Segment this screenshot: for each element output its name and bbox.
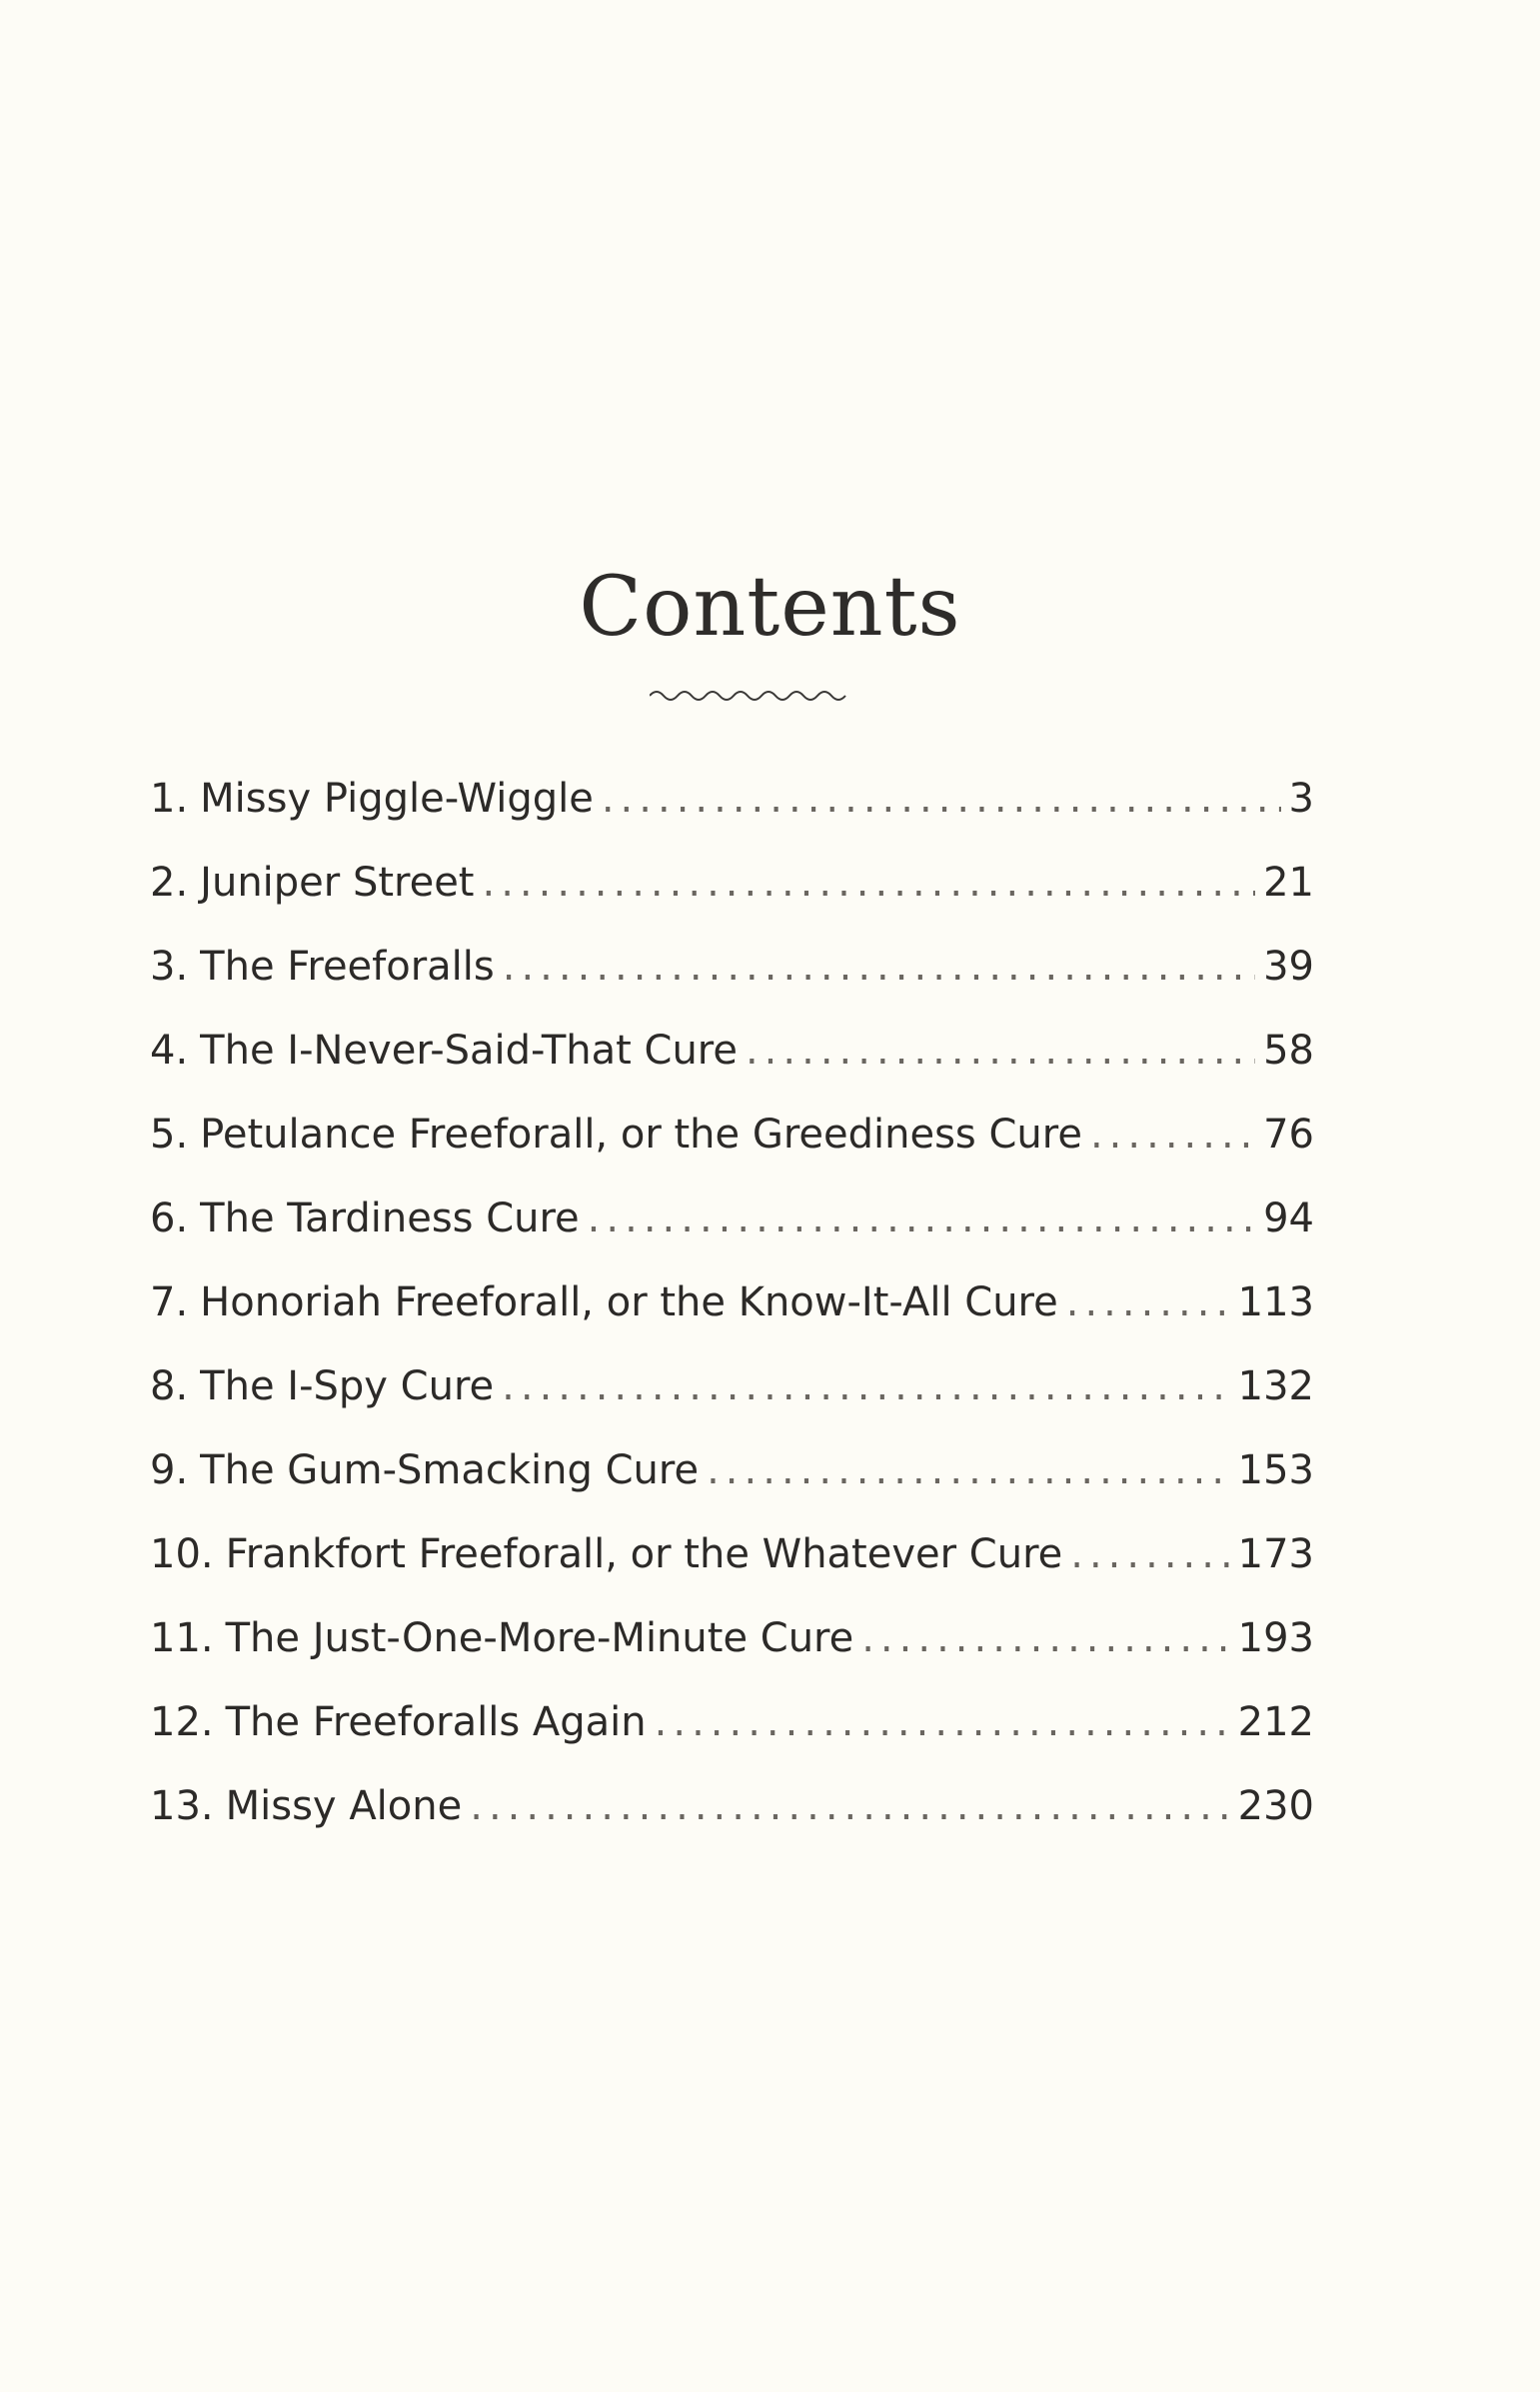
dot-leader: [1070, 1531, 1229, 1577]
chapter-title: Petulance Freeforall, or the Greediness Cure: [200, 1112, 1082, 1158]
chapter-number: 12.: [150, 1699, 214, 1745]
chapter-title: The I-Never-Said-That Cure: [200, 1028, 738, 1074]
dot-leader: [1090, 1112, 1255, 1158]
page-number: 113: [1237, 1279, 1314, 1325]
page-number: 153: [1237, 1447, 1314, 1493]
chapter-number: 5.: [150, 1112, 189, 1158]
chapter-title: Honoriah Freeforall, or the Know-It-All Cure: [200, 1279, 1058, 1325]
dot-leader: [1066, 1279, 1230, 1325]
table-of-contents: [150, 776, 1314, 1867]
toc-entry[interactable]: [150, 944, 1314, 1028]
chapter-title: The Freeforalls Again: [225, 1699, 647, 1745]
toc-entry[interactable]: [150, 1615, 1314, 1699]
page-number: 58: [1263, 1028, 1314, 1074]
toc-entry[interactable]: [150, 1783, 1314, 1867]
contents-heading: Contents: [579, 560, 961, 655]
chapter-title: The Just-One-More-Minute Cure: [225, 1615, 854, 1661]
dot-leader: [483, 860, 1256, 906]
toc-entry[interactable]: [150, 776, 1314, 860]
page-number: 212: [1237, 1699, 1314, 1745]
toc-entry[interactable]: [150, 1279, 1314, 1363]
dot-leader: [503, 944, 1255, 990]
chapter-title: The Gum-Smacking Cure: [200, 1447, 700, 1493]
dot-leader: [502, 1363, 1230, 1409]
chapter-number: 8.: [150, 1363, 189, 1409]
chapter-title: Missy Piggle-Wiggle: [200, 776, 594, 822]
chapter-number: 3.: [150, 944, 189, 990]
wavy-line-ornament: [650, 686, 849, 706]
chapter-title: The Tardiness Cure: [200, 1196, 580, 1241]
dot-leader: [707, 1447, 1230, 1493]
dot-leader: [746, 1028, 1255, 1074]
page-number: 173: [1237, 1531, 1314, 1577]
dot-leader: [602, 776, 1281, 822]
chapter-number: 1.: [150, 776, 189, 822]
toc-entry[interactable]: [150, 1363, 1314, 1447]
toc-entry[interactable]: [150, 1112, 1314, 1196]
page-number: 39: [1263, 944, 1314, 990]
dot-leader: [470, 1783, 1229, 1829]
dot-leader: [655, 1699, 1230, 1745]
chapter-title: Frankfort Freeforall, or the Whatever Cure: [225, 1531, 1063, 1577]
chapter-title: The I-Spy Cure: [200, 1363, 495, 1409]
toc-entry[interactable]: [150, 1699, 1314, 1783]
dot-leader: [588, 1196, 1255, 1241]
page-number: 230: [1237, 1783, 1314, 1829]
chapter-number: 9.: [150, 1447, 189, 1493]
chapter-title: The Freeforalls: [200, 944, 495, 990]
page-number: 193: [1237, 1615, 1314, 1661]
page-number: 21: [1263, 860, 1314, 906]
toc-entry[interactable]: [150, 1531, 1314, 1615]
chapter-title: Juniper Street: [200, 860, 475, 906]
chapter-number: 2.: [150, 860, 189, 906]
toc-entry[interactable]: [150, 1447, 1314, 1531]
page-number: 94: [1263, 1196, 1314, 1241]
page-number: 76: [1263, 1112, 1314, 1158]
page-number: 3: [1288, 776, 1314, 822]
page-number: 132: [1237, 1363, 1314, 1409]
toc-entry[interactable]: [150, 860, 1314, 944]
chapter-title: Missy Alone: [225, 1783, 463, 1829]
chapter-number: 11.: [150, 1615, 214, 1661]
chapter-number: 7.: [150, 1279, 189, 1325]
toc-entry[interactable]: [150, 1196, 1314, 1279]
chapter-number: 6.: [150, 1196, 189, 1241]
dot-leader: [861, 1615, 1229, 1661]
chapter-number: 4.: [150, 1028, 189, 1074]
toc-entry[interactable]: [150, 1028, 1314, 1112]
chapter-number: 13.: [150, 1783, 214, 1829]
chapter-number: 10.: [150, 1531, 214, 1577]
